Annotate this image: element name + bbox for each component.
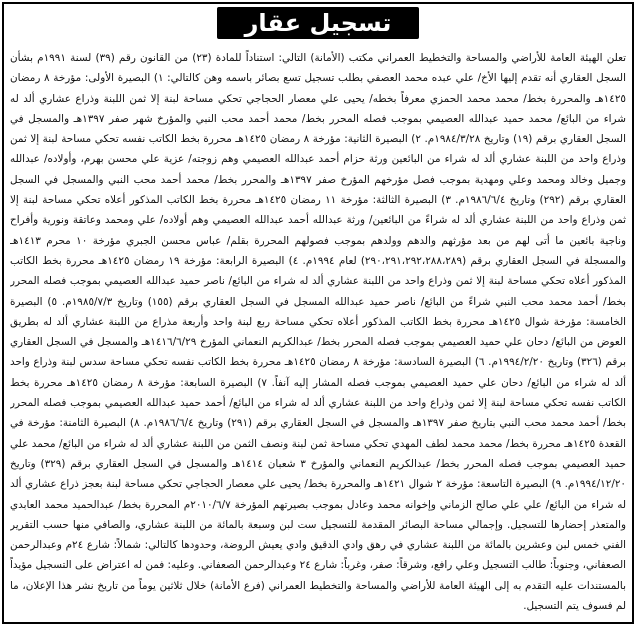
- title-wrap: [4, 7, 632, 45]
- property-registration-notice: [2, 2, 634, 624]
- notice-body: [10, 48, 626, 616]
- notice-title: تسجيل عقار: [217, 7, 420, 39]
- notice-paragraph: تعلن الهيئة العامة للأراضي والمساحة والتخطيط العمراني مكتب (الأمانة) التالي: استناداً للمادة (٢٣) من القانون رقم (٣٩) لسنة ١٩٩١م بشأن السجل العقاري أنه تقدم إليها الأخ/ علي عبده محمد العصفي بطلب تسجيل تسع بصائر باسمه وهن كالتالي: ١) البصيرة الأولى: مؤرخة ٨ رمضان ١٤٢٥هـ والمحررة بخط/ محمد محمد الحمزي معرفاً بخطه/ يحيى علي معصار الحجاجي تحكي مساحة لبنة إلا ثمن اللبنة وذراع عشاري ألد له شراء من البائع/ محمد حميد عبدالله العصيمي بموجب فصله المحرر بخط/ محمد أحمد محب النبي والمؤرخ شهر صفر ١٣٩٧هـ والمسجل في السجل العقاري برقم (١٩) وتاريخ ١٩٨٤/٣/٢٨م. ٢) البصيرة الثانية: مؤرخة ٨ رمضان ١٤٢٥هـ محررة بخط الكاتب نفسه تحكي مساحة لبنة إلا ثمن وذراع واحد من اللبنة عشاري ألد له شراء من البائعين ورثة حزام أحمد عبدالله العصيمي وهم زوجته/ عزية علي محسن بهرم، وأولاده/ عبدالله وجميل وخالد ومحمد وعلي ومهدية بموجب فصل مؤرخهم المؤرخ صفر ١٣٩٧هـ والمحرر بخط/ محمد أحمد محب النبي والمسجل في السجل العقاري برقم (٢٩٢) وتاريخ ١٩٨٦/٦/٤م. ٣) البصيرة الثالثة: مؤرخة ١١ رمضان ١٤٢٥هـ محررة بخط الكاتب المذكور أعلاه تحكي مساحة لبنة إلا ثمن وذراع واحد من اللبنة عشاري ألد له شراءً من البائعين/ ورثة عبدالله أحمد عبدالله العصيمي وهم أولاده/ علي ومحمد وعاتقة ونورية وأفراح وناجية بائعين ما أتى لهم من بعد مؤرثهم والدهم وولدهم بموجب فصولهم المحررة بقلم/ عباس محسن الجبري مؤرخة ١٠ محرم ١٤١٣هـ والمسجلة في السجل العقاري برقم (٢٩٠،٢٩١،٢٩٢،٢٨٨،٢٨٩) لعام ١٩٩٤م. ٤) البصيرة الرابعة: مؤرخة ١٩ رمضان ١٤٢٥هـ محررة بخط الكاتب المذكور أعلاه تحكي مساحة لبنة إلا ثمن وذراع واحد من اللبنة عشاري ألد له شراء من البائع/ ناصر حميد عبدالله العصيمي بموجب فصله المحرر بخط/ أحمد محمد محب النبي شراءً من البائع/ ناصر حميد عبدالله المسجل في السجل العقاري برقم (١٥٥) وتاريخ ١٩٨٥/٧/٣م. ٥) البصيرة الخامسة: مؤرخة شوال ١٤٢٥هـ محررة بخط الكاتب المذكور أعلاه تحكي مساحة ربع لبنة واحد وأربعة مذراع من اللبنة عشاري ألد له بطريق العوض من البائع/ دحان علي حميد العصيمي بموجب فصله المحرر بخط/ عبدالكريم النعماني المؤرخ ١٤١٦/٦/٢٩هـ والمسجل في السجل العقاري برقم (٣٢٦) وتاريخ ١٩٩٤/٢/٢٠م. ٦) البصيرة السادسة: مؤرخة ٨ رمضان ١٤٢٥هـ محررة بخط الكاتب نفسه تحكي مساحة سدس لبنة وذراع واحد ألد له شراء من البائع/ دحان علي حميد العصيمي بموجب فصله المشار إليه آنفاً. ٧) البصيرة السابعة: مؤرخة ٨ رمضان ١٤٢٥هـ محررة بخط الكاتب نفسه تحكي مساحة لبنة إلا ثمن وذراع واحد من اللبنة عشاري ألد له شراء من البائع/ أحمد حميد عبدالله العصيمي بموجب فصله المحرر بخط/ أحمد محمد محب النبي بتاريخ صفر ١٣٩٧هـ والمسجل في السجل العقاري برقم (٢٩١) وتاريخ ١٩٨٦/٦/٤م. ٨) البصيرة الثامنة: مؤرخة في القعدة ١٤٢٥هـ محررة بخط/ محمد محمد لطف المهدي تحكي مساحة ثمن لبنة ونصف الثمن من اللبنة عشاري ألد له شراء من البائع/ محمد علي حميد العصيمي بموجب فصله المحرر بخط/ عبدالكريم النعماني والمؤرخ ٣ شعبان ١٤١٤هـ والمسجل في السجل العقاري برقم (٣٢٩) وتاريخ ١٩٩٤/١٢/٢٠م. ٩) البصيرة التاسعة: مؤرخة ٢ شوال ١٤٢١هـ والمحررة بخط/ يحيى علي معصار الحجاجي تحكي مساحة لبنة بعجز ذراع عشاري ألد له شراء من البائع/ علي علي صالح الزماني وإخوانه محمد وعادل بموجب بصيرتهم المؤرخة ٢٠١٠/٦/٧م المحررة بخط/ عبدالحميد محمد العابدي والمتعذر إحضارها للتسجيل. وإجمالي مساحة البصائر المقدمة للتسجيل ست لبن وسبعة بالمائة من اللبنة عشاري، والصافي منها حسب التقرير الفني خمس لبن وعشرين بالمائة من اللبنة عشاري في رهق وادي الدقيق وادي يعيش الروضة، وحدودها كالتالي: شمالاً: شارع ٢٤م وعبدالرحمن الصعفاني، وجنوباً: طالب التسجيل وعلي رافع، وشرقاً: صفر، وغرباً: شارع ٢٤ وعبدالرحمن الصعفاني. وعليه: فمن له اعتراض على التسجيل مؤيداً بالمستندات عليه التقدم به إلى الهيئة العامة للأراضي والمساحة والتخطيط العمراني (فرع الأمانة) خلال ثلاثين يوماً من تاريخ نشر هذا الإعلان، ما لم فسوف يتم التسجيل.: [10, 52, 626, 613]
